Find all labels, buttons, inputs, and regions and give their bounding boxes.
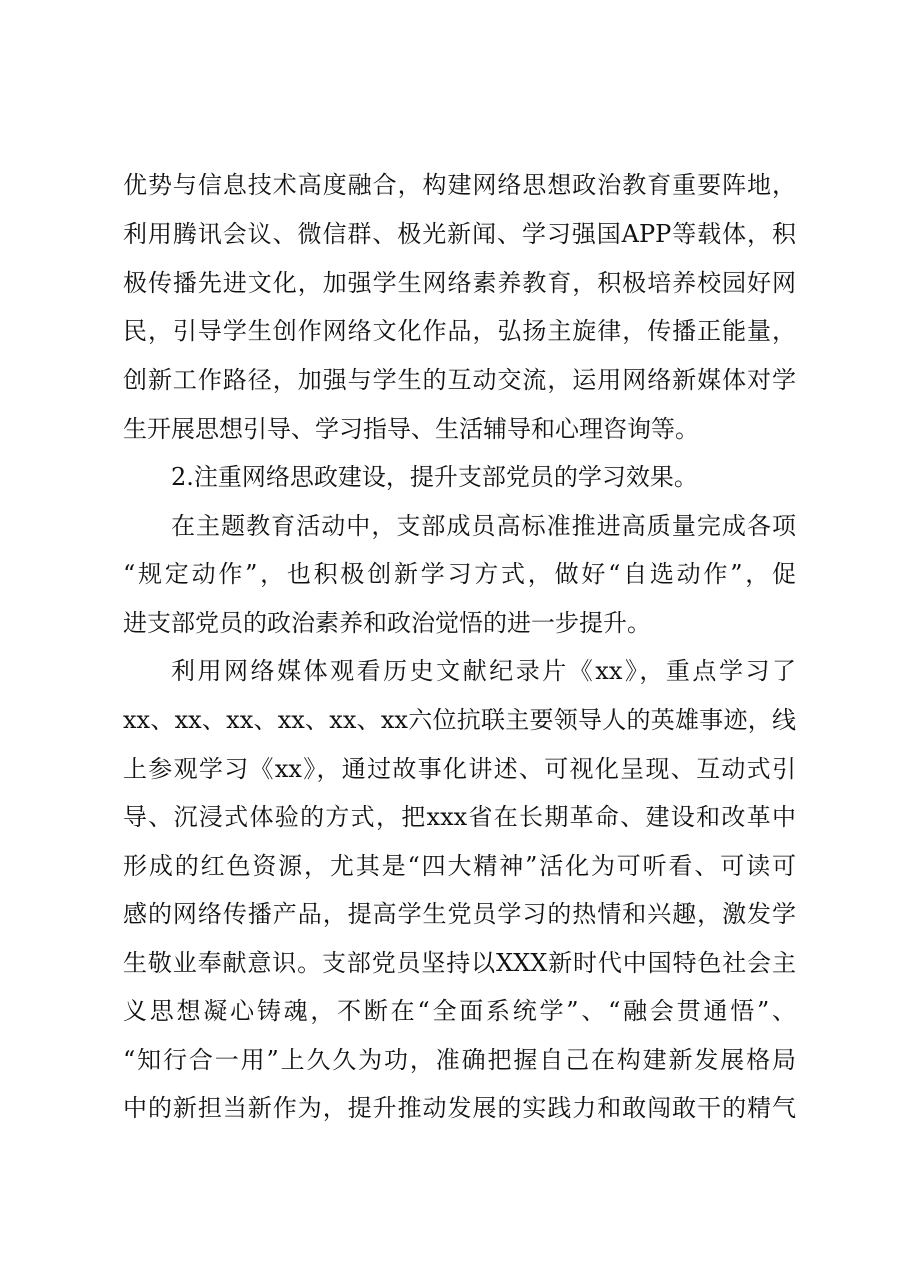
text-line: “规定动作”，也积极创新学习方式，做好“自选动作”，促 [123, 560, 796, 588]
text-line: 形成的红色资源，尤其是“四大精神”活化为可听看、可读可 [123, 852, 796, 880]
text-line: xx、xx、xx、xx、xx、xx六位抗联主要领导人的英雄事迹，线 [123, 706, 796, 734]
text-line: 在主题教育活动中，支部成员高标准推进高质量完成各项 [171, 512, 796, 540]
text-line: 中的新担当新作为，提升推动发展的实践力和敢闯敢干的精气 [123, 1094, 796, 1122]
text-line: 利用腾讯会议、微信群、极光新闻、学习强国APP等载体，积 [123, 220, 796, 248]
text-line: 生开展思想引导、学习指导、生活辅导和心理咨询等。 [123, 415, 699, 443]
text-line: 利用网络媒体观看历史文献纪录片《xx》，重点学习了 [171, 657, 796, 685]
text-line: 优势与信息技术高度融合，构建网络思想政治教育重要阵地， [123, 171, 796, 199]
section-heading: 2.注重网络思政建设，提升支部党员的学习效果。 [171, 463, 698, 491]
text-line: 生敬业奉献意识。支部党员坚持以XXX新时代中国特色社会主 [123, 949, 796, 977]
text-line: 上参观学习《xx》，通过故事化讲述、可视化呈现、互动式引 [123, 755, 796, 783]
text-line: “知行合一用”上久久为功，准确把握自己在构建新发展格局 [123, 1046, 796, 1074]
text-line: 创新工作路径，加强与学生的互动交流，运用网络新媒体对学 [123, 366, 796, 394]
text-line: 导、沉浸式体验的方式，把xxx省在长期革命、建设和改革中 [123, 803, 796, 831]
text-line: 极传播先进文化，加强学生网络素养教育，积极培养校园好网 [123, 269, 796, 297]
text-line: 民，引导学生创作网络文化作品，弘扬主旋律，传播正能量， [123, 317, 796, 345]
text-line: 进支部党员的政治素养和政治觉悟的进一步提升。 [123, 609, 651, 637]
text-line: 义思想凝心铸魂，不断在“全面系统学”、“融会贯通悟”、 [123, 997, 796, 1025]
text-line: 感的网络传播产品，提高学生党员学习的热情和兴趣，激发学 [123, 900, 796, 928]
